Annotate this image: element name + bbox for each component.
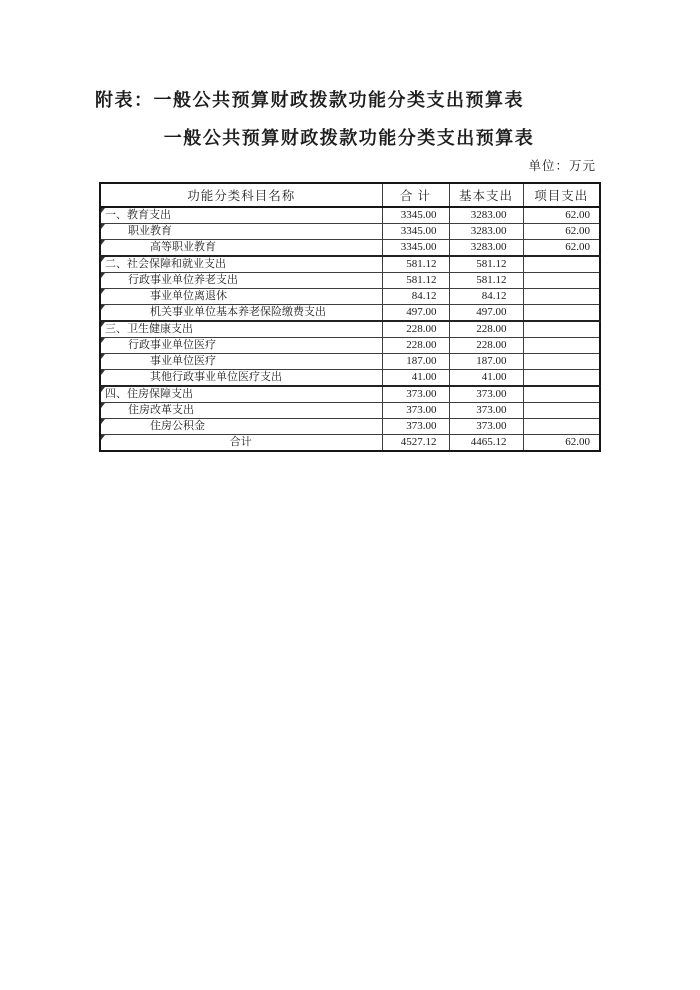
- project-amount-cell: [523, 386, 600, 403]
- basic-amount-cell: 3283.00: [449, 224, 523, 240]
- subject-name: 三、卫生健康支出: [105, 323, 193, 335]
- budget-table-body: [100, 207, 600, 435]
- basic-amount-cell: 228.00: [449, 321, 523, 338]
- cell-corner-mark: [101, 208, 105, 213]
- basic-amount-cell: 41.00: [449, 370, 523, 387]
- subject-name: 其他行政事业单位医疗支出: [150, 371, 282, 383]
- total-amount-cell: 373.00: [382, 419, 449, 435]
- column-header-total: 合 计: [382, 183, 449, 207]
- table-row: [100, 338, 600, 354]
- subject-name-cell: [100, 370, 382, 387]
- table-row: [100, 354, 600, 370]
- basic-amount-cell: 228.00: [449, 338, 523, 354]
- total-row-basic-cell: 4465.12: [449, 435, 523, 452]
- basic-amount-cell: 373.00: [449, 386, 523, 403]
- total-amount-cell: 41.00: [382, 370, 449, 387]
- table-row: [100, 289, 600, 305]
- subject-name-cell: [100, 207, 382, 224]
- basic-amount-cell: 581.12: [449, 256, 523, 273]
- subject-name-cell: [100, 338, 382, 354]
- cell-corner-mark: [101, 257, 105, 262]
- project-amount-cell: [523, 370, 600, 387]
- total-amount-cell: 84.12: [382, 289, 449, 305]
- project-amount-cell: [523, 354, 600, 370]
- basic-amount-cell: 187.00: [449, 354, 523, 370]
- basic-amount-cell: 3283.00: [449, 240, 523, 257]
- cell-corner-mark: [101, 387, 105, 392]
- subject-name-cell: [100, 321, 382, 338]
- subject-name: 住房改革支出: [128, 404, 194, 416]
- total-amount-cell: 581.12: [382, 256, 449, 273]
- column-header-basic: 基本支出: [449, 183, 523, 207]
- subject-name: 职业教育: [128, 225, 172, 237]
- subject-name-cell: [100, 419, 382, 435]
- total-amount-cell: 228.00: [382, 321, 449, 338]
- project-amount-cell: [523, 338, 600, 354]
- subject-name: 一、教育支出: [105, 209, 171, 221]
- subject-name-cell: [100, 240, 382, 257]
- subject-name: 行政事业单位养老支出: [128, 274, 238, 286]
- cell-corner-mark: [101, 224, 105, 229]
- subject-name-cell: [100, 289, 382, 305]
- total-amount-cell: 3345.00: [382, 224, 449, 240]
- budget-table: [99, 182, 601, 452]
- cell-corner-mark: [101, 370, 105, 375]
- project-amount-cell: 62.00: [523, 240, 600, 257]
- project-amount-cell: [523, 419, 600, 435]
- unit-label: 单位：万元: [528, 159, 596, 173]
- table-row: [100, 386, 600, 403]
- total-amount-cell: 187.00: [382, 354, 449, 370]
- total-amount-cell: 228.00: [382, 338, 449, 354]
- project-amount-cell: 62.00: [523, 224, 600, 240]
- basic-amount-cell: 84.12: [449, 289, 523, 305]
- total-row-label-cell: [100, 435, 382, 452]
- table-total-row: [100, 435, 600, 452]
- project-amount-cell: [523, 273, 600, 289]
- total-amount-cell: 373.00: [382, 403, 449, 419]
- subject-name: 四、住房保障支出: [105, 388, 193, 400]
- attachment-title: 附表：一般公共预算财政拨款功能分类支出预算表: [95, 90, 524, 110]
- project-amount-cell: [523, 321, 600, 338]
- total-row-project-cell: 62.00: [523, 435, 600, 452]
- table-row: [100, 419, 600, 435]
- subject-name: 机关事业单位基本养老保险缴费支出: [150, 306, 326, 318]
- basic-amount-cell: 373.00: [449, 403, 523, 419]
- column-header-subject: 功能分类科目名称: [100, 183, 382, 207]
- subject-name: 事业单位医疗: [150, 355, 216, 367]
- cell-corner-mark: [101, 403, 105, 408]
- subject-name: 高等职业教育: [150, 241, 216, 253]
- total-row-label: 合计: [229, 436, 252, 448]
- project-amount-cell: [523, 289, 600, 305]
- table-row: [100, 207, 600, 224]
- basic-amount-cell: 373.00: [449, 419, 523, 435]
- subject-name-cell: [100, 305, 382, 322]
- cell-corner-mark: [101, 419, 105, 424]
- column-header-project: 项目支出: [523, 183, 600, 207]
- total-amount-cell: 497.00: [382, 305, 449, 322]
- total-row-total-cell: 4527.12: [382, 435, 449, 452]
- total-amount-cell: 3345.00: [382, 207, 449, 224]
- table-header-row: [100, 183, 600, 207]
- subject-name-cell: [100, 354, 382, 370]
- cell-corner-mark: [101, 273, 105, 278]
- table-title: 一般公共预算财政拨款功能分类支出预算表: [163, 128, 535, 148]
- total-amount-cell: 373.00: [382, 386, 449, 403]
- subject-name: 住房公积金: [150, 420, 205, 432]
- project-amount-cell: [523, 256, 600, 273]
- basic-amount-cell: 3283.00: [449, 207, 523, 224]
- project-amount-cell: [523, 305, 600, 322]
- table-row: [100, 224, 600, 240]
- subject-name: 行政事业单位医疗: [128, 339, 216, 351]
- cell-corner-mark: [101, 289, 105, 294]
- subject-name-cell: [100, 256, 382, 273]
- subject-name-cell: [100, 403, 382, 419]
- cell-corner-mark: [101, 338, 105, 343]
- project-amount-cell: [523, 403, 600, 419]
- total-amount-cell: 3345.00: [382, 240, 449, 257]
- table-row: [100, 273, 600, 289]
- cell-corner-mark: [101, 240, 105, 245]
- table-row: [100, 256, 600, 273]
- table-row: [100, 403, 600, 419]
- project-amount-cell: 62.00: [523, 207, 600, 224]
- table-row: [100, 305, 600, 322]
- table-row: [100, 321, 600, 338]
- table-row: [100, 240, 600, 257]
- total-amount-cell: 581.12: [382, 273, 449, 289]
- basic-amount-cell: 581.12: [449, 273, 523, 289]
- subject-name-cell: [100, 386, 382, 403]
- cell-corner-mark: [101, 305, 105, 310]
- cell-corner-mark: [101, 322, 105, 327]
- basic-amount-cell: 497.00: [449, 305, 523, 322]
- subject-name: 二、社会保障和就业支出: [105, 258, 226, 270]
- subject-name: 事业单位离退休: [150, 290, 227, 302]
- cell-corner-mark: [101, 435, 105, 440]
- subject-name-cell: [100, 224, 382, 240]
- table-row: [100, 370, 600, 387]
- cell-corner-mark: [101, 354, 105, 359]
- subject-name-cell: [100, 273, 382, 289]
